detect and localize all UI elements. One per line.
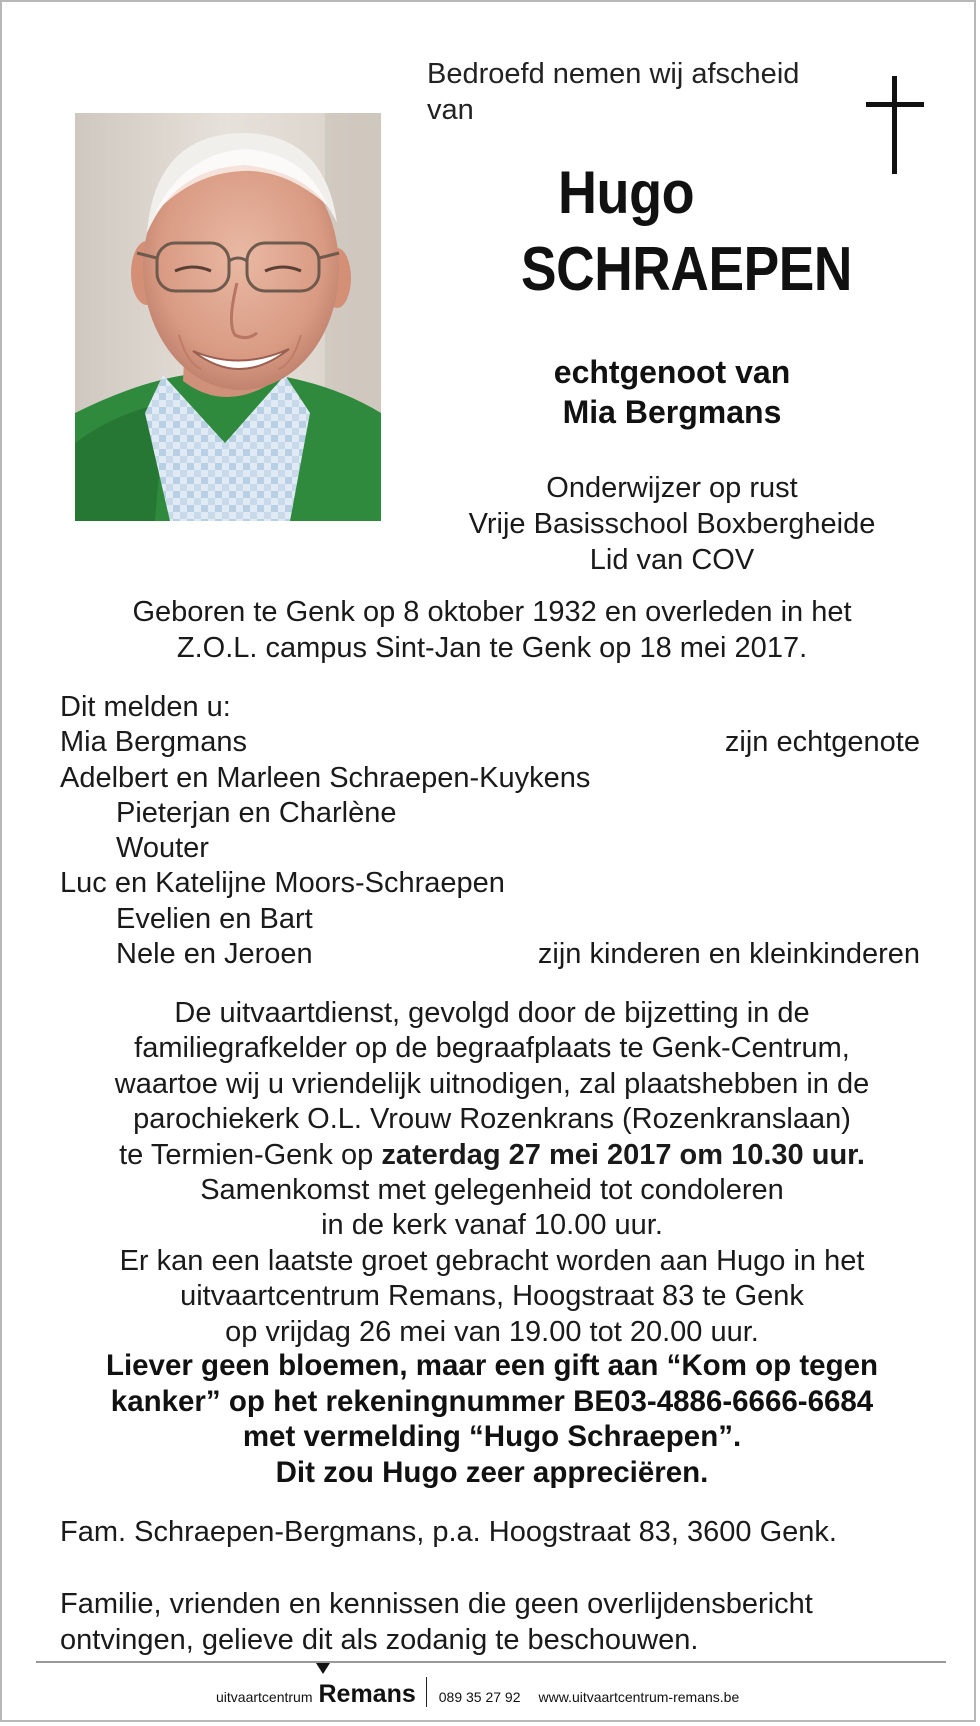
donation-line: met vermelding “Hugo Schraepen”.: [242, 1420, 742, 1453]
family-row: [60, 866, 920, 901]
service-line: parochiekerk O.L. Vrouw Rozenkrans (Rozenkranslaan): [133, 1103, 851, 1136]
closing-note: [60, 1586, 940, 1658]
family-relation: zijn kinderen en kleinkinderen: [537, 938, 920, 971]
note-line: Familie, vrienden en kennissen die geen overlijdensbericht: [60, 1588, 813, 1620]
service-line: De uitvaartdienst, gevolgd door de bijzetting in de: [174, 997, 810, 1029]
donation-line: Dit zou Hugo zeer appreciëren.: [275, 1455, 709, 1489]
family-name: Evelien en Bart: [116, 902, 313, 935]
footer-phone: 089 35 27 92: [438, 1689, 521, 1705]
family-row: [60, 902, 920, 937]
profession-line: Lid van COV: [589, 544, 755, 576]
spouse-name: Mia Bergmans: [562, 394, 782, 430]
donation-line: kanker” op het rekeningnummer BE03-4886-6666-6684: [110, 1384, 874, 1418]
footer-brand: Remans: [318, 1680, 416, 1708]
profession-line: Vrije Basisschool Boxbergheide: [468, 508, 876, 540]
intro-text: Bedroefd nemen wij afscheid van: [427, 58, 800, 126]
footer-website[interactable]: www.uitvaartcentrum-remans.be: [538, 1689, 740, 1705]
service-line: in de kerk vanaf 10.00 uur.: [321, 1209, 663, 1242]
cross-icon: [866, 76, 924, 174]
portrait-photo: [75, 113, 381, 521]
born-line: Geboren te Genk op 8 oktober 1932 en overleden in het: [132, 596, 852, 628]
footer-separator: [426, 1677, 427, 1707]
service-date-prefix: te Termien-Genk op: [119, 1138, 382, 1171]
family-name: Adelbert en Marleen Schraepen-Kuykens: [60, 761, 591, 794]
service-date: zaterdag 27 mei 2017 om 10.30 uur.: [381, 1138, 865, 1171]
family-name: Pieterjan en Charlène: [116, 796, 397, 829]
family-name: Wouter: [116, 832, 209, 865]
footer: [216, 1675, 739, 1709]
family-row: [60, 761, 920, 796]
family-list: [60, 690, 920, 972]
service-line: familiegrafkelder op de begraafplaats te Genk-Centrum,: [134, 1032, 850, 1065]
family-row: [60, 725, 920, 760]
service-line: Samenkomst met gelegenheid tot condoleren: [200, 1174, 784, 1207]
spouse-block: [442, 352, 902, 432]
last-name: SCHRAEPEN: [521, 235, 852, 304]
service-date-line: [32, 1138, 952, 1173]
born-line: Z.O.L. campus Sint-Jan te Genk op 18 mei 2017.: [176, 632, 808, 664]
profession-block: [422, 470, 922, 578]
birth-death-text: [42, 594, 942, 666]
family-row: [60, 937, 920, 972]
service-line: waartoe wij u vriendelijk uitnodigen, zal plaatshebben in de: [114, 1067, 870, 1100]
family-name: Luc en Katelijne Moors-Schraepen: [60, 867, 505, 900]
family-name: Nele en Jeroen: [116, 938, 313, 971]
family-name: Mia Bergmans: [60, 726, 247, 759]
note-line: ontvingen, gelieve dit als zodanig te beschouwen.: [60, 1624, 699, 1656]
footer-prefix: uitvaartcentrum: [216, 1689, 313, 1705]
family-relation: zijn echtgenote: [724, 726, 920, 759]
footer-divider: [36, 1661, 946, 1663]
spouse-label: echtgenoot van: [553, 354, 791, 390]
service-line: uitvaartcentrum Remans, Hoogstraat 83 te Genk: [180, 1280, 804, 1313]
family-address: Fam. Schraepen-Bergmans, p.a. Hoogstraat 83, 3600 Genk.: [60, 1516, 837, 1548]
service-line: Er kan een laatste groet gebracht worden aan Hugo in het: [119, 1244, 865, 1277]
family-heading: Dit melden u:: [60, 691, 231, 723]
profession-line: Onderwijzer op rust: [546, 472, 798, 504]
family-row: [60, 831, 920, 866]
family-row: [60, 796, 920, 831]
service-details: [32, 996, 952, 1350]
donation-line: Liever geen bloemen, maar een gift aan “Kom op tegen: [105, 1349, 879, 1382]
triangle-down-icon: [316, 1663, 330, 1674]
donation-request: [32, 1348, 952, 1490]
first-name: Hugo: [558, 159, 695, 226]
service-line: op vrijdag 26 mei van 19.00 tot 20.00 uur.: [225, 1315, 759, 1348]
